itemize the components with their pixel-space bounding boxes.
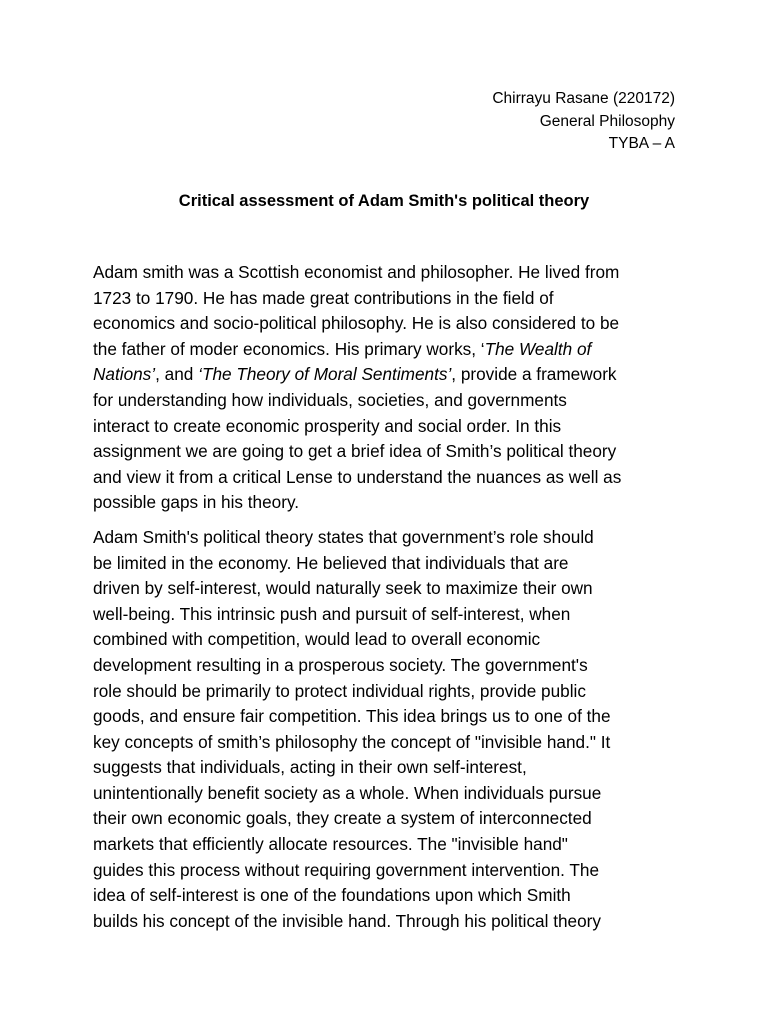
paragraph-political-theory xyxy=(93,525,677,935)
text-run: the father of moder economics. His primary works, ‘ xyxy=(93,338,485,359)
text-run: , provide a framework xyxy=(451,364,617,385)
text-line xyxy=(93,362,677,388)
text-line: idea of self-interest is one of the foundations upon which Smith xyxy=(93,885,571,906)
text-line: possible gaps in his theory. xyxy=(93,492,300,513)
text-line: development resulting in a prosperous society. The government's xyxy=(93,654,588,675)
text-line: their own economic goals, they create a system of interconnected xyxy=(93,808,592,829)
text-line: unintentionally benefit society as a whole. When individuals pursue xyxy=(93,782,602,803)
text-line: driven by self-interest, would naturally seek to maximize their own xyxy=(93,578,593,599)
text-line: guides this process without requiring government intervention. The xyxy=(93,859,600,880)
text-line: markets that efficiently allocate resources. The "invisible hand" xyxy=(93,834,568,855)
book-title-italic: ‘The Theory of Moral Sentiments’ xyxy=(198,364,452,385)
class-name: TYBA – A xyxy=(608,135,675,152)
text-line: Adam smith was a Scottish economist and philosopher. He lived from xyxy=(93,262,620,282)
text-line: goods, and ensure fair competition. This idea brings us to one of the xyxy=(93,706,611,727)
text-line: suggests that individuals, acting in their own self-interest, xyxy=(93,757,527,778)
document-title: Critical assessment of Adam Smith's political theory xyxy=(178,192,590,210)
course-name: General Philosophy xyxy=(539,112,675,130)
text-line: and view it from a critical Lense to understand the nuances as well as xyxy=(93,466,622,487)
book-title-italic: The Wealth of xyxy=(484,338,592,359)
text-line: economics and socio-political philosophy. He is also considered to be xyxy=(93,313,620,334)
text-line: role should be primarily to protect individual rights, provide public xyxy=(93,680,586,701)
text-line xyxy=(93,337,677,363)
text-run: , and xyxy=(155,364,199,385)
author-header xyxy=(492,88,675,156)
author-name: Chirrayu Rasane (220172) xyxy=(492,90,675,107)
document-body xyxy=(93,260,677,943)
text-line: be limited in the economy. He believed that individuals that are xyxy=(93,552,569,573)
text-line: builds his concept of the invisible hand. Through his political theory xyxy=(93,910,601,931)
text-line: key concepts of smith’s philosophy the concept of "invisible hand." It xyxy=(93,731,611,752)
paragraph-intro xyxy=(93,260,677,516)
text-line: combined with competition, would lead to overall economic xyxy=(93,629,541,650)
text-line: interact to create economic prosperity and social order. In this xyxy=(93,415,562,436)
book-title-italic: Nations’ xyxy=(93,364,156,385)
text-line: Adam Smith's political theory states that government’s role should xyxy=(93,526,594,547)
text-line: well-being. This intrinsic push and pursuit of self-interest, when xyxy=(93,603,571,624)
text-line: assignment we are going to get a brief idea of Smith’s political theory xyxy=(93,441,617,462)
text-line: for understanding how individuals, societies, and governments xyxy=(93,389,567,410)
text-line: 1723 to 1790. He has made great contributions in the field of xyxy=(93,287,554,308)
